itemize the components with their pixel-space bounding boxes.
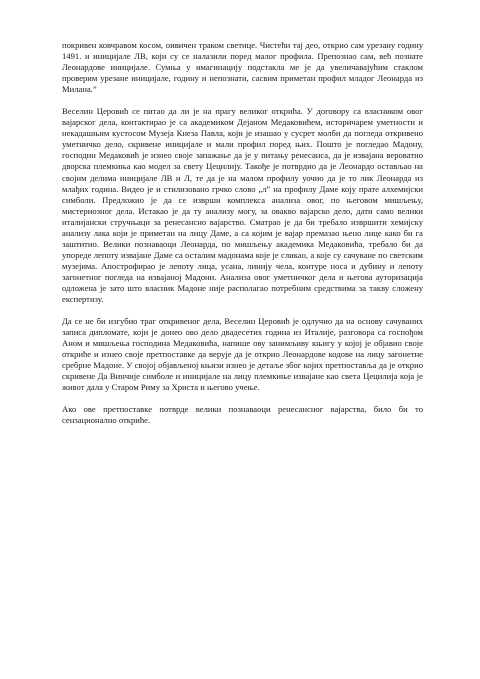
paragraph-1: покривен ковчравом косом, оивичен траком светице. Чистећи тај део, открио сам урезану годину 1491. и иницијале ЛВ, који су се налазили поред малог профила. Препознао сам, већ познате Леонардове иницијале. Сумња у имагинацију подстакла ме је да увеличавајућим стаклом проверим урезане иницијале, годину и непознати, сасвим приметан профил младог Леонарда из Милана.”: [62, 40, 423, 95]
paragraph-2: Веселин Церовић се питао да ли је на прагу великог открића. У договору са власником овог вајарског дела, контактирао је са академиком Дејаном Медаковићем, историчарем уметности и некадашњим кустосом Музеја Кнеза Павла, који је изашао у сусрет молби да погледа откривено уметничко дело, скривене иницијале и мали профил поред њих. Пошто је погледао Мадону, господин Медаковић је изнео своје запажање да је у питању ренесанса, да је извајана вероватно дворска племкиња као модел за свету Цецилију. Такође је потврдио да је Леонардо остављао на својим делима иницијале ЛВ и Л, те да је на малом профилу уочио да је то лик Леонарда из млађих година. Видео је и стилизовано грчко слово „л” на профилу Даме коју прате алхемијски симболи. Предложио је да се изврши комплекса анализа овог, по његовом мишљењу, мистериозног дела. Истакао је да ту анализу могу, за овакво вајарско дело, дати само велики италијански стручњаци за ренесансно вајарство. Сматрао је да би требало извршити хемијску анализу лака који је приметан на лицу Даме, а са којим је вајар премазао њено лице како би га заштитио. Велики познаваоци Леонарда, по мишљењу академика Медаковића, требало би да упореде лепоту извајане Даме са осталим мадонама које је сликао, а које су сачуване по светским музејима. Апострофирао је лепоту лица, усана, линију чела, контуре носа и дубину и лепоту загонетног погледа на извајаној Мадони. Анализа овог уметничког дела и његова ауторизација одложена је зато што власник Мадоне није располагао потребним средствима за такву сложену експертизу.: [62, 106, 423, 305]
document-page: [62, 40, 423, 438]
paragraph-3: Да се не би изгубио траг откривеног дела, Веселин Церовић је одлучио да на основу сачуваних записа дипломате, који је донео ово дело двадесетих година из Италије, разговора са госпођом Аном и мишљења господина Медаковића, напише ову занимљиву књигу у којој је објавио своје откриће и изнео своје претпоставке да верује да је открио Леонардове кодове на лицу загонетне сребрне Мадоне. У својој објављеној књизи изнео је детаље због којих претпоставља да је открио скривене Да Винчије симболе и иницијале на лицу племкиње извајане као света Цецилија која је живот дала у Старом Риму за Христа и његово учење.: [62, 316, 423, 393]
paragraph-4: Ако ове претпоставке потврде велики познаваоци ренесансног вајарства, било би то сензационално откриће.: [62, 404, 423, 426]
